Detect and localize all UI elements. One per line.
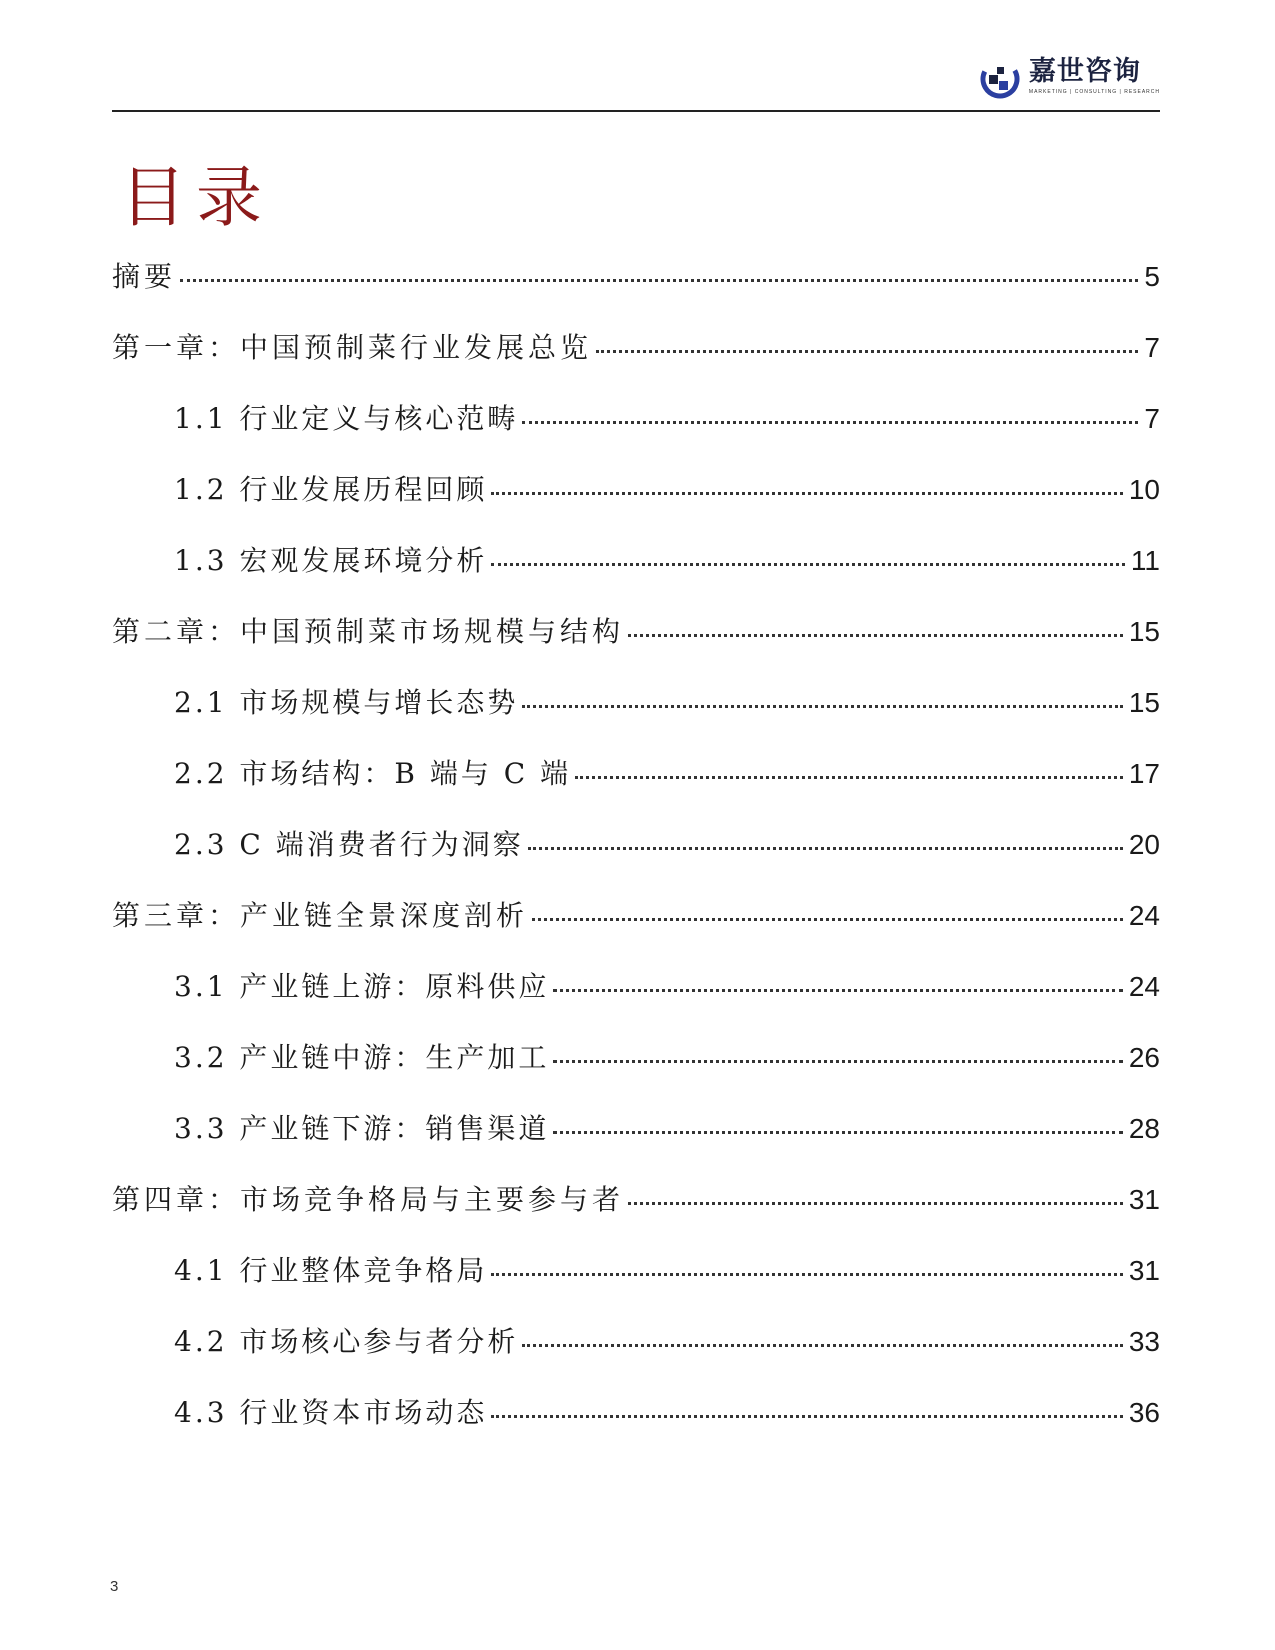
toc-dot-leader bbox=[522, 704, 1122, 708]
toc-entry-label: 1.1 行业定义与核心范畴 bbox=[174, 402, 519, 435]
toc-dot-leader bbox=[596, 349, 1138, 353]
toc-section-entry[interactable] bbox=[112, 542, 1160, 613]
logo-chinese-name: 嘉世咨询 bbox=[1028, 56, 1141, 87]
toc-entry-label: 1.2 行业发展历程回顾 bbox=[174, 473, 488, 506]
toc-entry-label: 第三章：产业链全景深度剖析 bbox=[112, 899, 529, 932]
toc-entry-label: 3.3 产业链下游：销售渠道 bbox=[174, 1112, 550, 1145]
toc-entry-label: 第二章：中国预制菜市场规模与结构 bbox=[112, 615, 625, 648]
toc-dot-leader bbox=[628, 1201, 1123, 1205]
toc-entry-page: 36 bbox=[1128, 1397, 1160, 1428]
page-title: 目录 bbox=[120, 159, 272, 236]
toc-entry-page: 7 bbox=[1144, 332, 1160, 363]
toc-chapter-entry[interactable] bbox=[112, 329, 1160, 400]
table-of-contents bbox=[112, 258, 1160, 1465]
toc-dot-leader bbox=[553, 988, 1122, 992]
toc-section-entry[interactable] bbox=[112, 1323, 1160, 1394]
toc-dot-leader bbox=[528, 846, 1123, 850]
toc-section-entry[interactable] bbox=[112, 400, 1160, 471]
toc-chapter-entry[interactable] bbox=[112, 258, 1160, 329]
toc-entry-page: 33 bbox=[1128, 1326, 1160, 1357]
toc-dot-leader bbox=[491, 491, 1122, 495]
toc-entry-page: 20 bbox=[1128, 829, 1160, 860]
toc-dot-leader bbox=[532, 917, 1123, 921]
toc-entry-page: 24 bbox=[1128, 971, 1160, 1002]
toc-section-entry[interactable] bbox=[112, 684, 1160, 755]
toc-dot-leader bbox=[491, 562, 1124, 566]
toc-entry-label: 2.3 C 端消费者行为洞察 bbox=[174, 828, 524, 861]
toc-section-entry[interactable] bbox=[112, 826, 1160, 897]
toc-entry-label: 2.2 市场结构：B 端与 C 端 bbox=[174, 757, 572, 790]
toc-entry-page: 24 bbox=[1128, 900, 1160, 931]
toc-section-entry[interactable] bbox=[112, 755, 1160, 826]
toc-entry-label: 3.1 产业链上游：原料供应 bbox=[174, 970, 550, 1003]
brand-logo bbox=[979, 56, 1160, 106]
toc-dot-leader bbox=[180, 278, 1138, 282]
toc-chapter-entry[interactable] bbox=[112, 1181, 1160, 1252]
toc-entry-page: 17 bbox=[1128, 758, 1160, 789]
toc-dot-leader bbox=[491, 1414, 1122, 1418]
toc-entry-label: 摘要 bbox=[112, 260, 177, 293]
toc-entry-label: 第一章：中国预制菜行业发展总览 bbox=[112, 331, 593, 364]
toc-section-entry[interactable] bbox=[112, 1110, 1160, 1181]
toc-section-entry[interactable] bbox=[112, 1394, 1160, 1465]
toc-entry-label: 4.2 市场核心参与者分析 bbox=[174, 1325, 519, 1358]
toc-section-entry[interactable] bbox=[112, 1039, 1160, 1110]
toc-entry-page: 15 bbox=[1128, 616, 1160, 647]
toc-section-entry[interactable] bbox=[112, 471, 1160, 542]
toc-dot-leader bbox=[522, 420, 1138, 424]
toc-entry-page: 31 bbox=[1128, 1184, 1160, 1215]
toc-chapter-entry[interactable] bbox=[112, 897, 1160, 968]
toc-entry-label: 3.2 产业链中游：生产加工 bbox=[174, 1041, 550, 1074]
toc-entry-page: 5 bbox=[1144, 261, 1160, 292]
toc-dot-leader bbox=[491, 1272, 1122, 1276]
toc-dot-leader bbox=[628, 633, 1123, 637]
page-number: 3 bbox=[110, 1578, 119, 1595]
toc-dot-leader bbox=[553, 1130, 1122, 1134]
page-header bbox=[112, 48, 1160, 112]
header-divider bbox=[112, 110, 1160, 112]
toc-section-entry[interactable] bbox=[112, 1252, 1160, 1323]
toc-entry-page: 11 bbox=[1130, 545, 1160, 576]
jiashi-logo-icon bbox=[979, 58, 1021, 100]
toc-entry-page: 31 bbox=[1128, 1255, 1160, 1286]
toc-entry-page: 7 bbox=[1144, 403, 1160, 434]
logo-text bbox=[1029, 56, 1160, 95]
toc-section-entry[interactable] bbox=[112, 968, 1160, 1039]
toc-entry-page: 26 bbox=[1128, 1042, 1160, 1073]
toc-entry-page: 28 bbox=[1128, 1113, 1160, 1144]
toc-entry-page: 10 bbox=[1128, 474, 1160, 505]
logo-tagline: MARKETING | CONSULTING | RESEARCH bbox=[1028, 89, 1160, 95]
toc-dot-leader bbox=[575, 775, 1123, 779]
toc-entry-label: 1.3 宏观发展环境分析 bbox=[174, 544, 488, 577]
toc-chapter-entry[interactable] bbox=[112, 613, 1160, 684]
toc-entry-label: 4.3 行业资本市场动态 bbox=[174, 1396, 488, 1429]
toc-dot-leader bbox=[553, 1059, 1122, 1063]
toc-entry-label: 第四章：市场竞争格局与主要参与者 bbox=[112, 1183, 625, 1216]
toc-entry-page: 15 bbox=[1128, 687, 1160, 718]
toc-entry-label: 4.1 行业整体竞争格局 bbox=[174, 1254, 488, 1287]
toc-dot-leader bbox=[522, 1343, 1122, 1347]
toc-entry-label: 2.1 市场规模与增长态势 bbox=[174, 686, 519, 719]
